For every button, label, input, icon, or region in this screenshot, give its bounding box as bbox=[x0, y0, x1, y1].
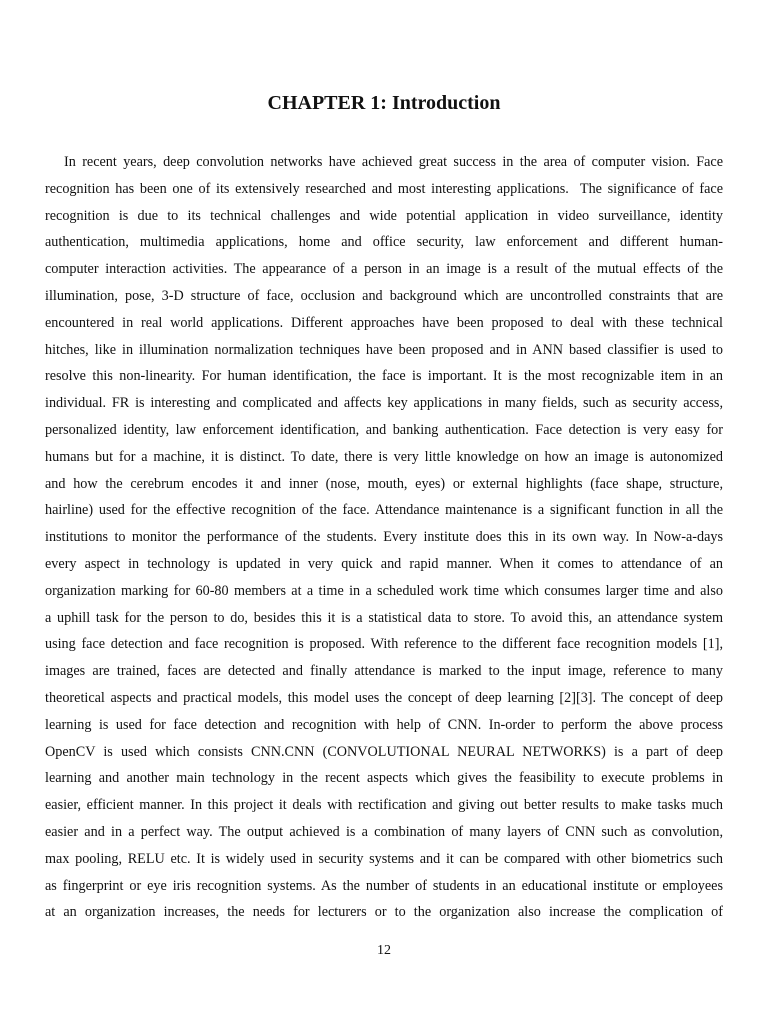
line-text: learning is used for face detection and recognition with help of CNN. In-order to perform the above process bbox=[45, 716, 723, 733]
body-text-line bbox=[45, 551, 723, 578]
body-text-line bbox=[45, 765, 723, 792]
line-text: computer interaction activities. The appearance of a person in an image is a result of the mutual effects of the bbox=[45, 261, 723, 278]
line-text: recognition is due to its technical challenges and wide potential application in video surveillance, identity bbox=[45, 207, 723, 224]
body-text-line bbox=[45, 203, 723, 230]
body-text-line bbox=[45, 229, 723, 256]
body-text-line bbox=[45, 417, 723, 444]
line-text: recognition has been one of its extensively researched and most interesting applications. The significance of face bbox=[45, 180, 723, 197]
body-text-line bbox=[45, 846, 723, 873]
line-text: easier, efficient manner. In this project it deals with rectification and giving out better results to make tasks much bbox=[45, 797, 723, 814]
line-text: humans but for a machine, it is distinct. To date, there is very little knowledge on how an image is autonomized bbox=[45, 448, 723, 465]
line-text: using face detection and face recognition is proposed. With reference to the different face recognition models [1], bbox=[45, 636, 723, 653]
body-text-line bbox=[45, 283, 723, 310]
line-text: hitches, like in illumination normalization techniques have been proposed and in ANN based classifier is used to bbox=[45, 341, 723, 358]
body-paragraph bbox=[45, 149, 723, 926]
line-text: every aspect in technology is updated in very quick and rapid manner. When it comes to attendance of an bbox=[45, 555, 723, 572]
line-text: and how the cerebrum encodes it and inner (nose, mouth, eyes) or external highlights (face shape, structure, bbox=[45, 475, 723, 492]
body-text-line bbox=[45, 471, 723, 498]
body-text-line bbox=[45, 712, 723, 739]
line-text: images are trained, faces are detected and finally attendance is marked to the input image, reference to many bbox=[45, 663, 723, 680]
body-text-line bbox=[45, 873, 723, 900]
body-text-line bbox=[45, 899, 723, 926]
line-text: authentication, multimedia applications, home and office security, law enforcement and different human- bbox=[45, 234, 723, 251]
page-number: 12 bbox=[377, 943, 391, 958]
body-text-line bbox=[45, 337, 723, 364]
body-text-line bbox=[45, 390, 723, 417]
line-text: illumination, pose, 3-D structure of face, occlusion and background which are uncontrolled constraints that are bbox=[45, 287, 723, 304]
line-text: hairline) used for the effective recognition of the face. Attendance maintenance is a significant function in all the bbox=[45, 502, 723, 519]
body-text-line bbox=[45, 363, 723, 390]
line-text: easier and in a perfect way. The output achieved is a combination of many layers of CNN such as convolution, bbox=[45, 823, 723, 840]
body-text-line bbox=[45, 497, 723, 524]
line-text: OpenCV is used which consists CNN.CNN (CONVOLUTIONAL NEURAL NETWORKS) is a part of deep bbox=[45, 743, 723, 760]
body-text-line bbox=[45, 578, 723, 605]
body-text-line bbox=[45, 658, 723, 685]
chapter-title: CHAPTER 1: Introduction bbox=[267, 92, 501, 114]
line-text: organization marking for 60-80 members at a time in a scheduled work time which consumes larger time and also bbox=[45, 582, 723, 599]
line-text: max pooling, RELU etc. It is widely used in security systems and it can be compared with other biometrics such bbox=[45, 850, 723, 867]
line-text: as fingerprint or eye iris recognition systems. As the number of students in an educational institute or employees bbox=[45, 877, 723, 894]
body-text-line bbox=[45, 524, 723, 551]
body-text-line bbox=[45, 631, 723, 658]
line-text: theoretical aspects and practical models, this model uses the concept of deep learning [2][3]. The concept of deep bbox=[45, 689, 723, 706]
body-text-line bbox=[45, 685, 723, 712]
line-text: institutions to monitor the performance of the students. Every institute does this in its own way. In Now-a-days bbox=[45, 529, 723, 546]
body-text-line bbox=[45, 792, 723, 819]
line-text: a uphill task for the person to do, besides this it is a statistical data to store. To avoid this, an attendance system bbox=[45, 609, 723, 626]
body-text-line bbox=[45, 149, 723, 176]
line-text: learning and another main technology in the recent aspects which gives the feasibility to execute problems in bbox=[45, 770, 723, 787]
body-text-line bbox=[45, 819, 723, 846]
line-text: individual. FR is interesting and complicated and affects key applications in many fields, such as security access, bbox=[45, 395, 723, 412]
body-text-line bbox=[45, 256, 723, 283]
body-text-line bbox=[45, 310, 723, 337]
body-text-line bbox=[45, 176, 723, 203]
line-text: resolve this non-linearity. For human identification, the face is important. It is the most recognizable item in an bbox=[45, 368, 723, 385]
body-text-line bbox=[45, 444, 723, 471]
line-text: personalized identity, law enforcement identification, and banking authentication. Face detection is very easy for bbox=[45, 421, 723, 438]
body-text-line bbox=[45, 605, 723, 632]
line-text: at an organization increases, the needs for lecturers or to the organization also increase the complication of bbox=[45, 904, 723, 921]
body-text-line bbox=[45, 739, 723, 766]
line-text: In recent years, deep convolution networks have achieved great success in the area of computer vision. Face bbox=[64, 154, 723, 170]
line-text: encountered in real world applications. Different approaches have been proposed to deal with these technical bbox=[45, 314, 723, 331]
